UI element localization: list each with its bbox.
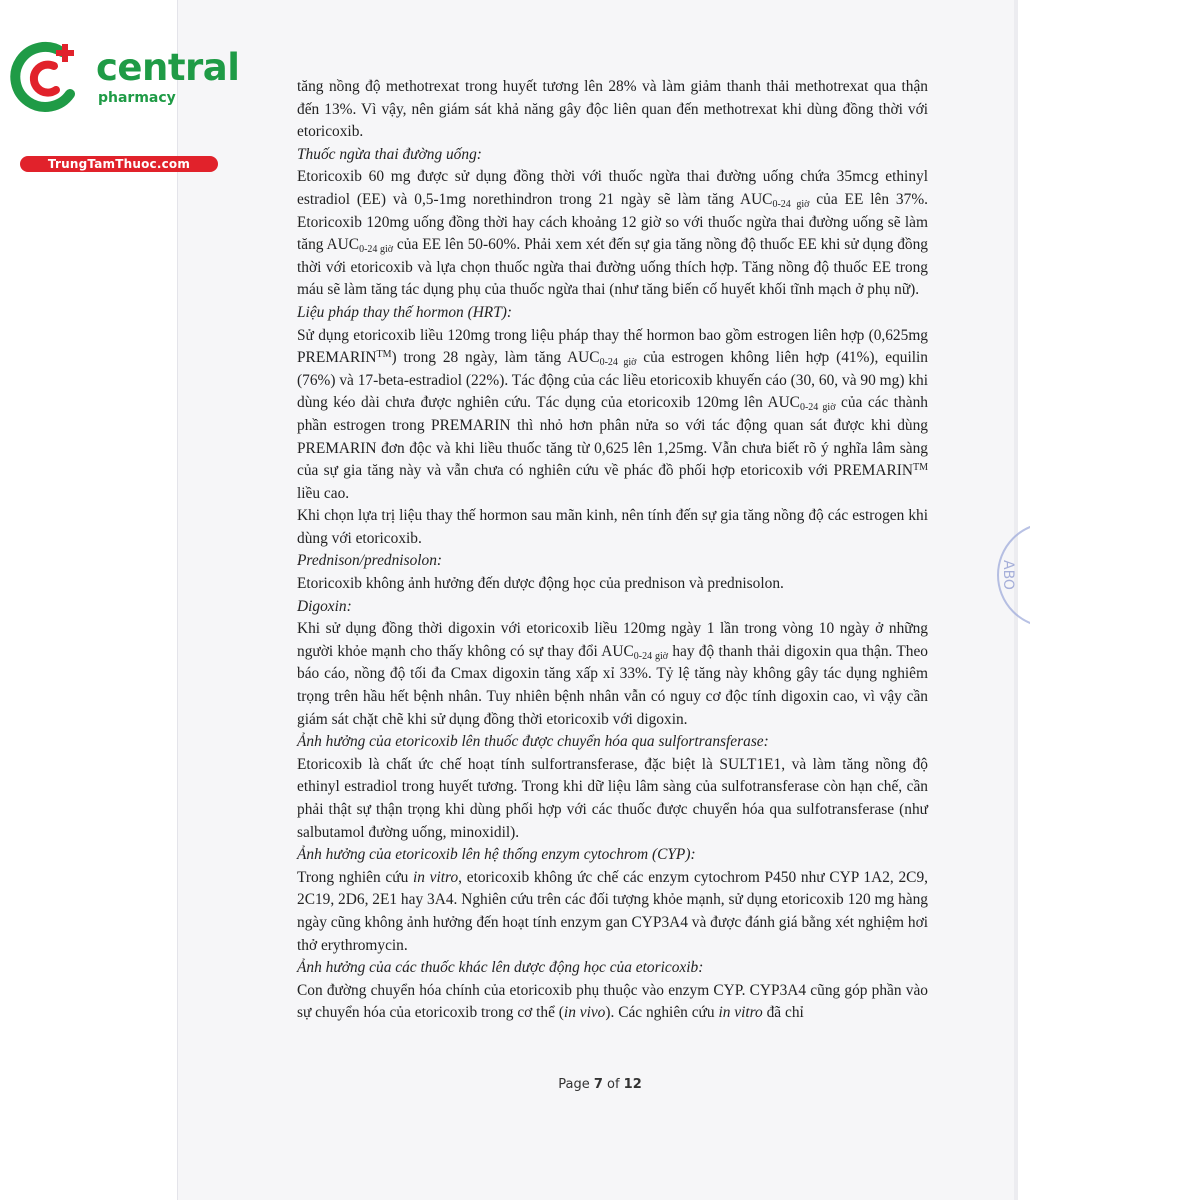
paragraph-methotrexat: tăng nồng độ methotrexat trong huyết tương lên 28% và làm giảm thanh thải methotrexat qua thận đến 13%. Vì vậy, nên giám sát khả năng gây độc liên quan đến methotrexat khi dùng đồng thời với etoricoxib. <box>297 78 928 141</box>
paragraph-hrt: Sử dụng etoricoxib liều 120mg trong liệu pháp thay thế hormon bao gồm estrogen liên hợp (0,625mg PREMARIN™) trong 28 ngày, làm tăng $AUC_{0-24 giờ}$ của estrogen không liên hợp (41%), equilin (76%) và 17-beta-estradiol (22%). Tác động của các liều etoricoxib khuyến cáo (30, 60, và 90 mg) khi dùng kéo dài chưa được nghiên cứu. Tác dụng của etoricoxib 120mg lên $AUC_{0-24 giờ}$ của các thành phần estrogen trong PREMARIN thì nhỏ hơn phân nửa so với tác động quan sát được khi dùng PREMARIN đơn độc và khi liều thuốc tăng từ 0,625 lên 1,25mg. Vẫn chưa biết rõ ý nghĩa lâm sàng của sự gia tăng này và vẫn chưa có nghiên cứu về phác đồ phối hợp etoricoxib với PREMARIN™ liều cao. <box>297 326 929 502</box>
paragraph-prednison: Etoricoxib không ảnh hưởng đến dược động học của prednison và prednisolon. <box>297 575 784 593</box>
heading-digoxin: Digoxin: <box>297 597 352 615</box>
stamp-text: ABO <box>1000 560 1016 590</box>
logo-subtitle: pharmacy <box>98 90 176 106</box>
paragraph-digoxin: Khi sử dụng đồng thời digoxin với etoricoxib liều 120mg ngày 1 lần trong vòng 10 ngày ở những người khỏe mạnh cho thấy không có sự thay đổi $AUC_{0-24 giờ}$ hay độ thanh thải digoxin qua thận. Theo báo cáo, nồng độ tối đa Cmax digoxin tăng xấp xỉ 33%. Tỷ lệ tăng này không gây tác dụng nghiêm trọng trên hầu hết bệnh nhân. Tuy nhiên bệnh nhân vẫn có nguy cơ độc tính digoxin cao, vì vậy cần giám sát chặt chẽ khi sử dụng đồng thời etoricoxib với digoxin. <box>297 620 928 728</box>
stamp-mark-icon <box>990 520 1030 630</box>
document-body <box>297 76 928 1025</box>
heading-other-drugs: Ảnh hưởng của các thuốc khác lên dược động học của etoricoxib: <box>297 959 704 977</box>
heading-prednison: Prednison/prednisolon: <box>297 552 443 570</box>
paragraph-cyp: Trong nghiên cứu in vitro, etoricoxib không ức chế các enzym cytochrom P450 như CYP 1A2, 2C9, 2C19, 2D6, 2E1 hay 3A4. Nghiên cứu trên các đối tượng khỏe mạnh, sử dụng etoricoxib 120 mg hàng ngày cũng không ảnh hưởng đến hoạt tính enzym gan CYP3A4 và được đánh giá bằng xét nghiệm hơi thở erythromycin. <box>297 868 928 954</box>
paragraph-sulfotransferase: Etoricoxib là chất ức chế hoạt tính sulfortransferase, đặc biệt là SULT1E1, và làm tăng nồng độ ethinyl estradiol trong huyết tương. Trong khi dữ liệu lâm sàng của sulfotransferase còn hạn chế, cần phải thật sự thận trọng khi dùng phối hợp với các thuốc được chuyển hóa qua sulfotransferase (như salbutamol đường uống, minoxidil). <box>297 755 928 841</box>
paragraph-other-drugs: Con đường chuyển hóa chính của etoricoxib phụ thuộc vào enzym CYP. CYP3A4 cũng góp phần vào sự chuyển hóa của etoricoxib trong cơ thể (in vivo). Các nghiên cứu in vitro đã chỉ <box>297 981 928 1022</box>
central-pharmacy-logo-icon <box>10 38 92 118</box>
heading-cyp: Ảnh hưởng của etoricoxib lên hệ thống enzym cytochrom (CYP): <box>297 846 696 864</box>
pharmacy-logo[interactable] <box>10 38 240 171</box>
paragraph-contraceptive: Etoricoxib 60 mg được sử dụng đồng thời với thuốc ngừa thai đường uống chứa 35mcg ethinyl estradiol (EE) và 0,5-1mg norethindron trong 21 ngày sẽ làm tăng $AUC_{0-24 giờ}$ của EE lên 37%. Etoricoxib 120mg uống đồng thời hay cách khoảng 12 giờ so với thuốc ngừa thai đường uống sẽ làm tăng $AUC_{0-24 giờ}$ của EE lên 50-60%. Phải xem xét đến sự gia tăng nồng độ thuốc EE khi sử dụng đồng thời với etoricoxib và lựa chọn thuốc ngừa thai đường uống thích hợp. Tăng nồng độ thuốc EE trong máu sẽ làm tăng tác dụng phụ của thuốc ngừa thai (như tăng biến cố huyết khối tĩnh mạch ở phụ nữ). <box>297 168 929 299</box>
logo-website: TrungTamThuoc.com <box>20 156 218 172</box>
paragraph-hrt-note: Khi chọn lựa trị liệu thay thế hormon sau mãn kinh, nên tính đến sự gia tăng nồng độ các estrogen khi dùng với etoricoxib. <box>297 507 928 547</box>
heading-sulfotransferase: Ảnh hưởng của etoricoxib lên thuốc được chuyển hóa qua sulfortransferase: <box>297 733 769 751</box>
page-number: Page 7 of 12 <box>558 1077 642 1092</box>
logo-brand-name: central <box>96 46 240 89</box>
heading-oral-contraceptive: Thuốc ngừa thai đường uống: <box>297 145 482 163</box>
heading-hrt: Liệu pháp thay thế hormon (HRT): <box>297 303 513 321</box>
